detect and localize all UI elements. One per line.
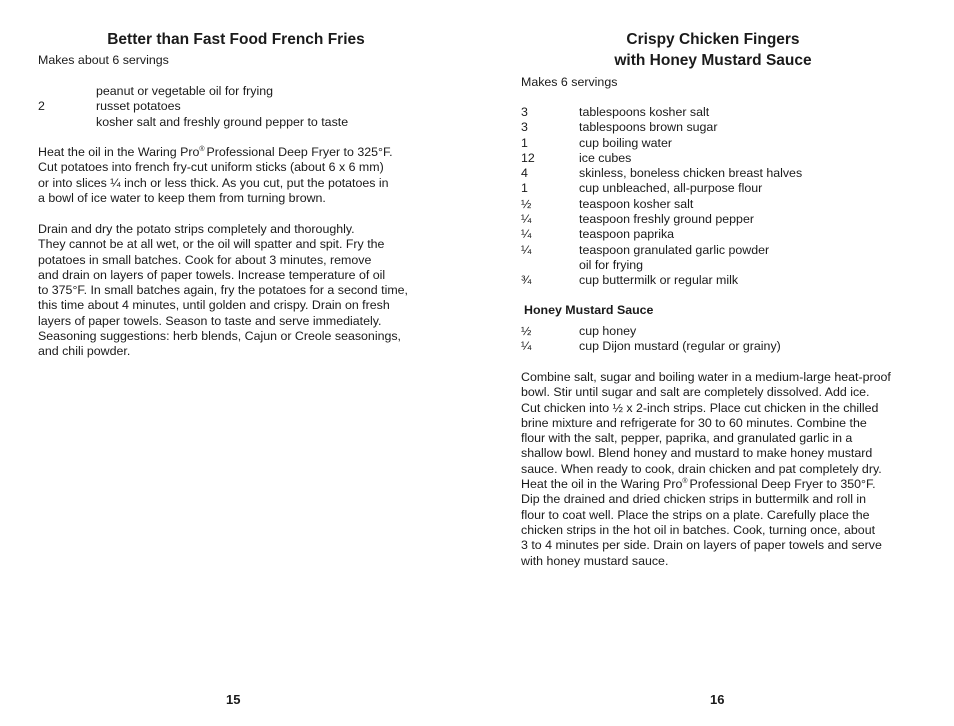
ingredient-row: ½ cup honey xyxy=(521,324,637,338)
registered-mark: ® xyxy=(682,478,690,486)
ingredient-row: 3 tablespoons brown sugar xyxy=(521,120,718,135)
text-line: to 375°F. In small batches again, fry the potatoes for a second time, xyxy=(38,283,408,298)
text-line: a bowl of ice water to keep them from turning brown. xyxy=(38,190,326,205)
ingredient-qty xyxy=(38,84,96,99)
ingredient-row: 4 skinless, boneless chicken breast halves xyxy=(521,166,803,181)
ingredient-row: ¼ teaspoon freshly ground pepper xyxy=(521,212,754,227)
recipe-title xyxy=(513,29,913,71)
recipe-page-right xyxy=(521,0,921,726)
ingredient-row: ½ teaspoon kosher salt xyxy=(521,196,694,211)
text-line: or into slices ¼ inch or less thick. As you cut, put the potatoes in xyxy=(38,175,389,190)
ingredient-row xyxy=(38,115,438,130)
servings: Makes about 6 servings xyxy=(38,53,169,67)
ingredient-row: ¾ cup buttermilk or regular milk xyxy=(521,273,739,288)
sauce-ingredient-list xyxy=(521,324,921,355)
ingredient-row: oil for frying xyxy=(579,257,644,272)
ingredient-row: 12 ice cubes xyxy=(521,150,632,165)
text-line: Heat the oil in the Waring Pro® Professional Deep Fryer to 350°F. xyxy=(521,477,876,492)
title-line-1: Crispy Chicken Fingers xyxy=(626,31,800,48)
text-line: and chili powder. xyxy=(38,344,131,359)
ingredient-row: 1 cup boiling water xyxy=(521,135,672,150)
text-line: chicken strips in the hot oil in batches. Cook, turning once, about xyxy=(521,522,876,537)
text-line: potatoes in small batches. Cook for about 3 minutes, remove xyxy=(38,252,372,267)
ingredient-row: 1 cup unbleached, all-purpose flour xyxy=(521,181,763,196)
text-line: flour to coat well. Place the strips on a plate. Carefully place the xyxy=(521,507,870,522)
text-line: with honey mustard sauce. xyxy=(521,553,669,568)
ingredient-item: kosher salt and freshly ground pepper to taste xyxy=(96,114,349,129)
text-line: and drain on layers of paper towels. Increase temperature of oil xyxy=(38,267,386,282)
text-line: 3 to 4 minutes per side. Drain on layers of paper towels and serve xyxy=(521,538,882,553)
text-line: layers of paper towels. Season to taste and serve immediately. xyxy=(38,313,382,328)
text-line: Heat the oil in the Waring Pro® Professional Deep Fryer to 325°F. xyxy=(38,145,393,159)
text-line: brine mixture and refrigerate for 30 to 60 minutes. Combine the xyxy=(521,415,867,430)
servings: Makes 6 servings xyxy=(521,75,618,89)
text-line: They cannot be at all wet, or the oil will spatter and spit. Fry the xyxy=(38,237,385,252)
text-line: shallow bowl. Blend honey and mustard to make honey mustard xyxy=(521,446,873,461)
ingredient-list xyxy=(38,84,438,130)
text-line: Dip the drained and dried chicken strips in buttermilk and roll in xyxy=(521,492,867,507)
ingredient-row: ¼ teaspoon granulated garlic powder xyxy=(521,242,770,257)
text-line: flour with the salt, pepper, paprika, and granulated garlic in a xyxy=(521,431,853,446)
text-line: this time about 4 minutes, until golden and crispy. Drain on fresh xyxy=(38,298,390,313)
instructions-paragraph xyxy=(521,370,891,569)
text-line: Drain and dry the potato strips completely and thoroughly. xyxy=(38,222,355,236)
registered-mark: ® xyxy=(199,146,207,153)
ingredient-qty: 2 xyxy=(38,99,45,114)
ingredient-item: peanut or vegetable oil for frying xyxy=(96,84,274,98)
recipe-title: Better than Fast Food French Fries xyxy=(107,31,365,48)
ingredient-row xyxy=(38,99,438,114)
text-line: Cut potatoes into french fry-cut uniform sticks (about 6 x 6 mm) xyxy=(38,160,384,175)
text-line: sauce. When ready to cook, drain chicken and pat completely dry. xyxy=(521,461,882,476)
text-line: Seasoning suggestions: herb blends, Cajun or Creole seasonings, xyxy=(38,329,402,344)
instructions-paragraph-1 xyxy=(38,145,393,206)
page-number: 15 xyxy=(226,692,241,707)
sauce-heading: Honey Mustard Sauce xyxy=(524,303,654,317)
instructions-paragraph-2 xyxy=(38,222,408,360)
text-line: Combine salt, sugar and boiling water in a medium-large heat-proof xyxy=(521,370,891,384)
text-line: Cut chicken into ½ x 2-inch strips. Place cut chicken in the chilled xyxy=(521,400,879,415)
text-line: bowl. Stir until sugar and salt are completely dissolved. Add ice. xyxy=(521,385,870,400)
ingredient-qty xyxy=(38,115,96,130)
recipe-page-left xyxy=(38,0,438,726)
ingredient-row: 3 tablespoons kosher salt xyxy=(521,105,710,119)
page-number: 16 xyxy=(710,692,725,707)
ingredient-row xyxy=(38,84,438,99)
ingredient-item: russet potatoes xyxy=(96,99,181,114)
ingredient-row: ¼ cup Dijon mustard (regular or grainy) xyxy=(521,339,781,354)
title-line-2: with Honey Mustard Sauce xyxy=(614,52,812,69)
ingredient-row: ¼ teaspoon paprika xyxy=(521,227,675,242)
ingredient-list xyxy=(521,105,921,289)
